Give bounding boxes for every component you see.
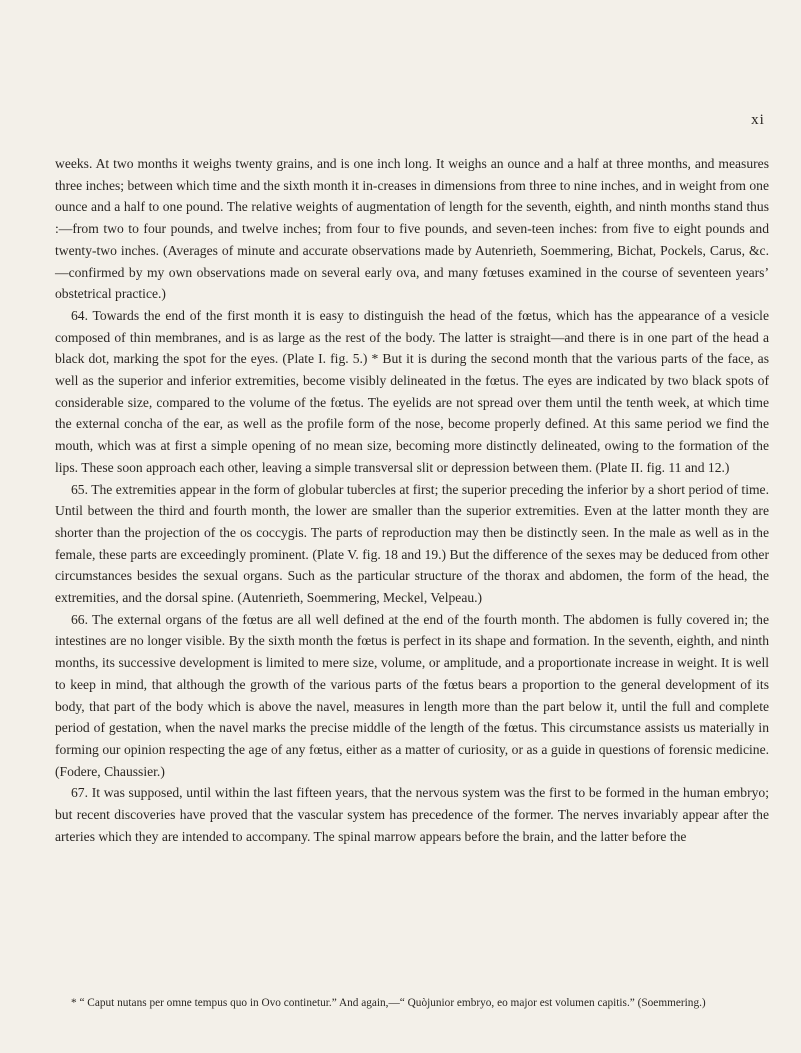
paragraph-66: 66. The external organs of the fœtus are all well defined at the end of the fourth month. The abdomen is fully covered in; the intestines are no longer visible. By the sixth month the fœtus is perfect in its shape and formation. In the seventh, eighth, and ninth months, its successive development is limited to mere size, volume, or amplitude, and a proportionate increase in weight. It is well to keep in mind, that although the growth of the various parts of the fœtus bears a proportion to the general development of its body, that part of the body which is above the navel, measures in length more than the part below it, until the full and complete period of gestation, when the navel marks the precise middle of the length of the fœtus. This circumstance assists us materially in forming our opinion respecting the age of any fœtus, either as a matter of curiosity, or as a guide in questions of forensic medicine. (Fodere, Chaussier.) [55, 611, 769, 779]
paragraph-continued: weeks. At two months it weighs twenty grains, and is one inch long. It weighs an ounce and a half at three months, and measures three inches; between which time and the sixth month it in-creases in dimensions from three to nine inches, and in weight from one ounce and a half to one pound. The relative weights of augmentation of length for the seventh, eighth, and ninth months stand thus :—from two to four pounds, and twelve inches; from four to five pounds, and seven-teen inches: from five to eight pounds and twenty-two inches. (Averages of minute and accurate observations made by Autenrieth, Soemmering, Bichat, Pockels, Carus, &c.—confirmed by my own observations made on several early ova, and many fœtuses examined in the course of seventeen years’ obstetrical practice.) [55, 156, 769, 302]
body-text [55, 153, 769, 848]
paragraph-65: 65. The extremities appear in the form of globular tubercles at first; the superior preceding the inferior by a short period of time. Until between the third and fourth month, the lower are smaller than the superior extremities. Even at the latter month they are shorter than the projection of the os coccygis. The parts of reproduction may then be distinctly seen. In the male as well as in the female, these parts are exceedingly prominent. (Plate V. fig. 18 and 19.) But the difference of the sexes may be deduced from other circumstances besides the sexual organs. Such as the particular structure of the thorax and abdomen, the form of the head, the extremities, and the dorsal spine. (Autenrieth, Soemmering, Meckel, Velpeau.) [55, 481, 769, 606]
paragraph-64: 64. Towards the end of the first month it is easy to distinguish the head of the fœtus, which has the appearance of a vesicle composed of thin membranes, and is as large as the rest of the body. The latter is straight—and there is in one part of the head a black dot, marking the spot for the eyes. (Plate I. fig. 5.) * But it is during the second month that the various parts of the face, as well as the superior and inferior extremities, become visibly delineated in the fœtus. The eyes are indicated by two black spots of considerable size, compared to the volume of the fœtus. The eyelids are not spread over them until the tenth week, at which time the external concha of the ear, as well as the profile form of the nose, become properly defined. At this same period we find the mouth, which was at first a simple opening of no mean size, becoming more distinctly delineated, owing to the formation of the lips. These soon approach each other, leaving a simple transversal slit or depression between them. (Plate II. fig. 11 and 12.) [55, 307, 769, 475]
paragraph-67: 67. It was supposed, until within the last fifteen years, that the nervous system was the first to be formed in the human embryo; but recent discoveries have proved that the vascular system has precedence of the former. The nerves invariably appear after the arteries which they are intended to accompany. The spinal marrow appears before the brain, and the latter before the [55, 785, 769, 844]
footnote [55, 995, 769, 1012]
page-number: xi [751, 112, 765, 128]
footnote-text: * “ Caput nutans per omne tempus quo in Ovo continetur.” And again,—“ Quòjunior embryo, eo major est volumen capitis.” (Soemmering.) [71, 997, 706, 1009]
